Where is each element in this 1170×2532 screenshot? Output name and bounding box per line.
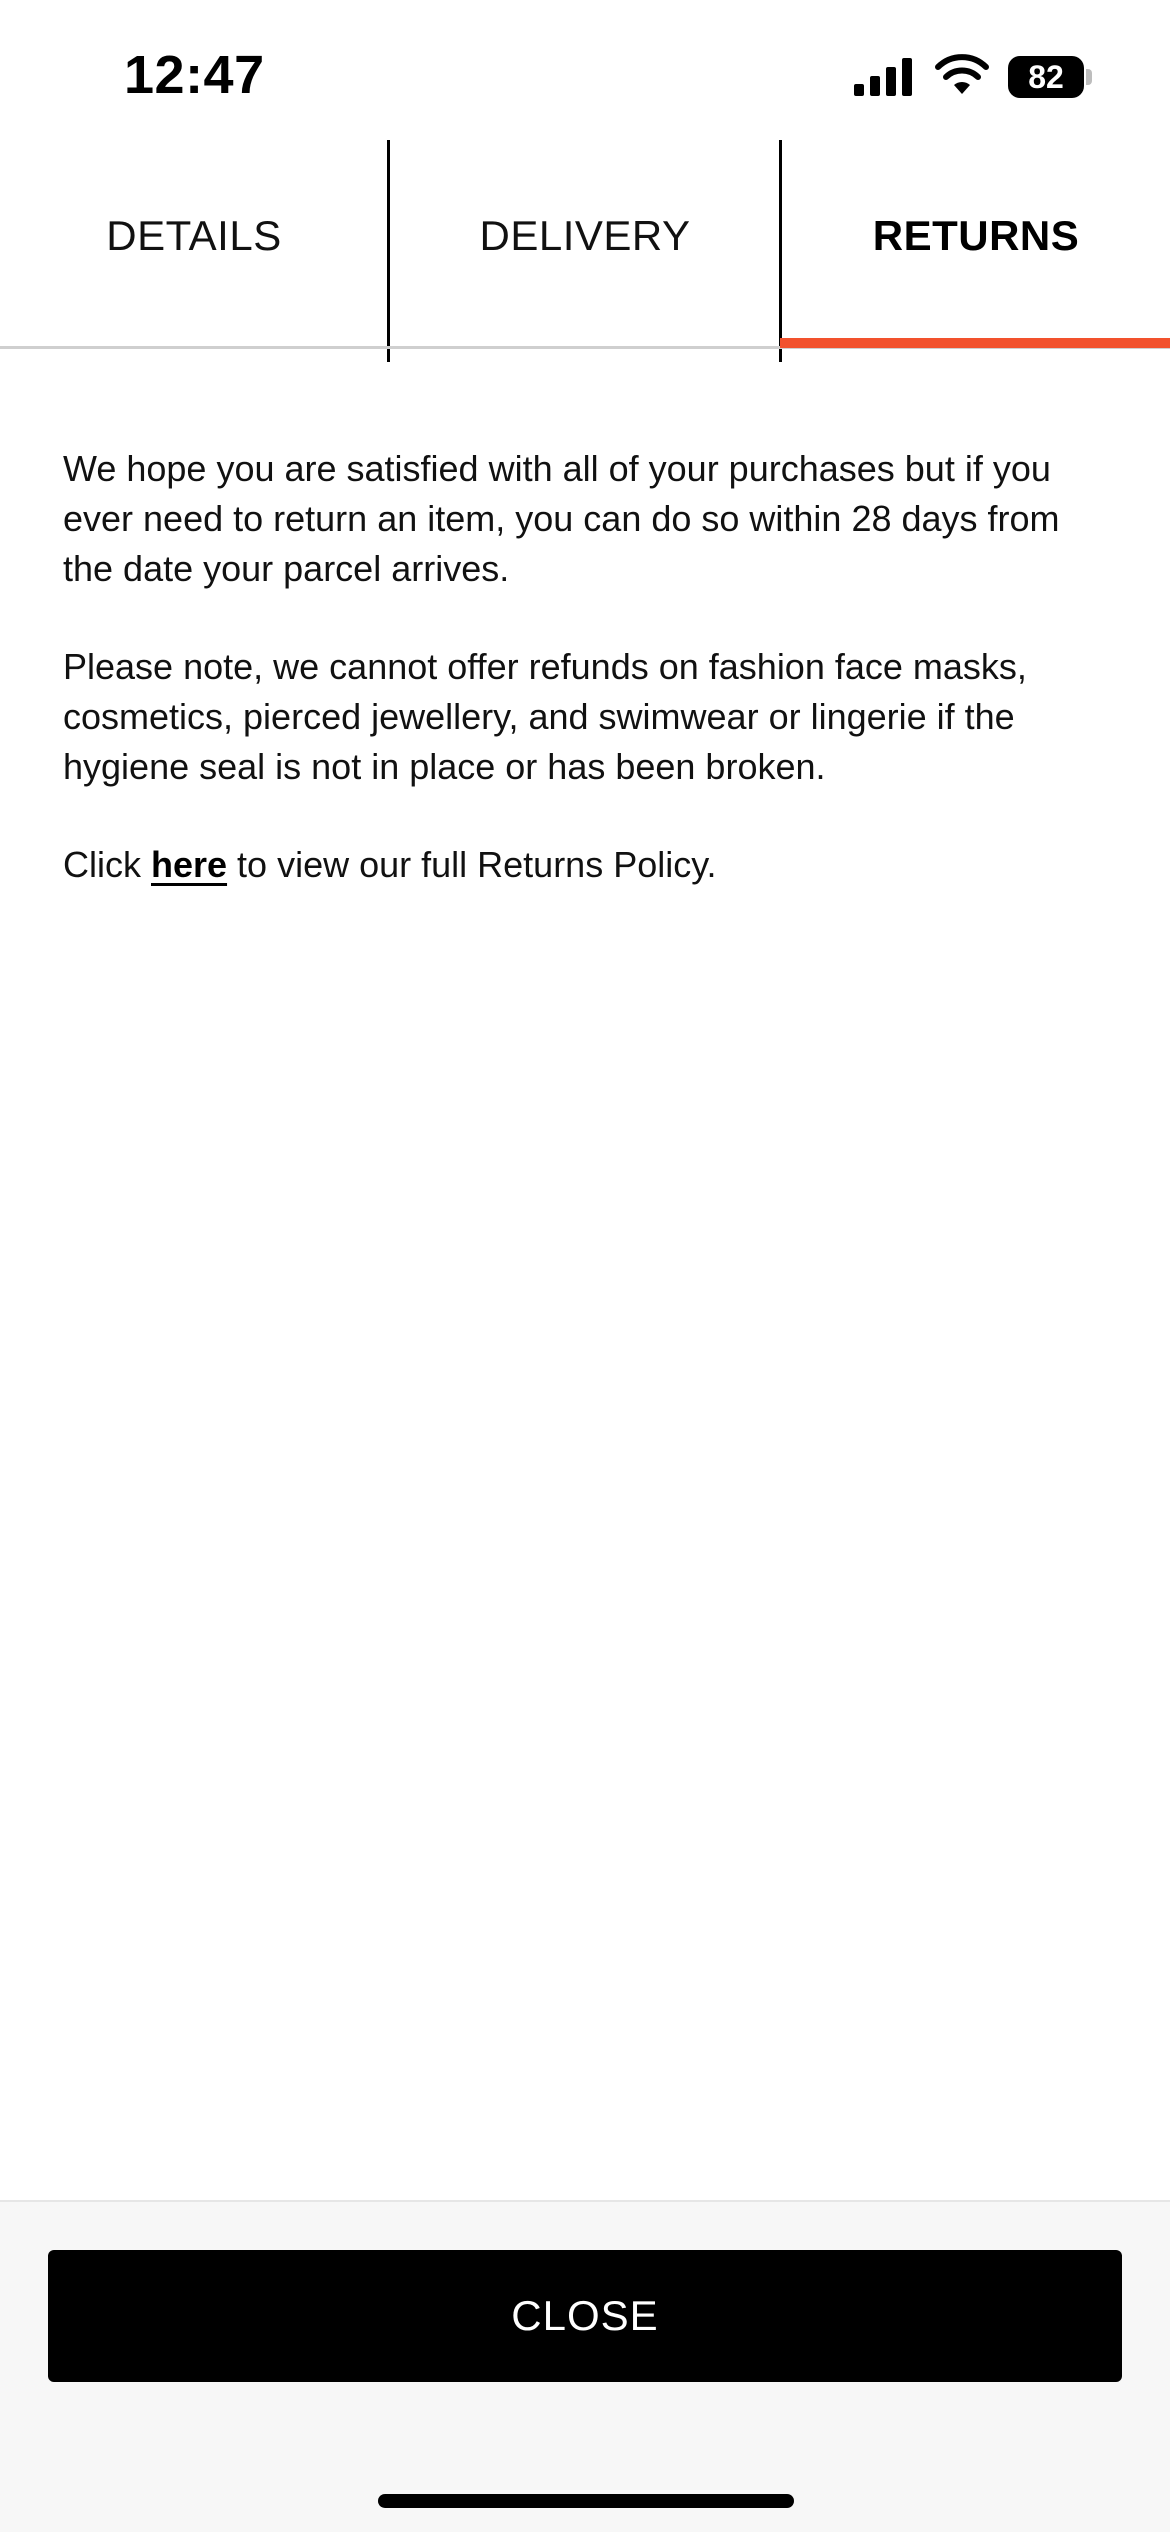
footer xyxy=(0,2200,1170,2532)
tab-delivery-label: DELIVERY xyxy=(479,212,691,259)
status-time: 12:47 xyxy=(124,45,265,105)
battery-cap xyxy=(1086,69,1092,85)
signal-icon xyxy=(854,56,914,96)
returns-paragraph-1: We hope you are satisfied with all of your purchases but if you ever need to return an item, you can do so within 28 days from the date your parcel arrives. xyxy=(63,448,1060,589)
home-indicator xyxy=(378,2494,794,2508)
tab-details-label: DETAILS xyxy=(106,212,282,259)
tab-returns[interactable] xyxy=(782,140,1170,362)
tab-delivery[interactable] xyxy=(390,140,780,362)
battery-icon xyxy=(1008,56,1090,98)
wifi-icon xyxy=(934,54,990,96)
info-tabs xyxy=(0,140,1170,362)
returns-paragraph-2: Please note, we cannot offer refunds on fashion face masks, cosmetics, pierced jewellery, and swimwear or lingerie if the hygiene seal is not in place or has been broken. xyxy=(63,646,1027,787)
close-button[interactable]: CLOSE xyxy=(48,2250,1122,2382)
returns-policy-line xyxy=(63,840,1113,890)
returns-content xyxy=(63,444,1113,938)
active-tab-indicator xyxy=(780,338,1170,348)
status-bar xyxy=(0,0,1170,140)
returns-policy-link[interactable]: here xyxy=(151,844,228,885)
tab-returns-label: RETURNS xyxy=(872,212,1080,259)
battery-level: 82 xyxy=(1008,56,1084,98)
tab-details[interactable] xyxy=(0,140,388,362)
policy-prefix: Click xyxy=(63,844,151,885)
policy-suffix: to view our full Returns Policy. xyxy=(227,844,717,885)
